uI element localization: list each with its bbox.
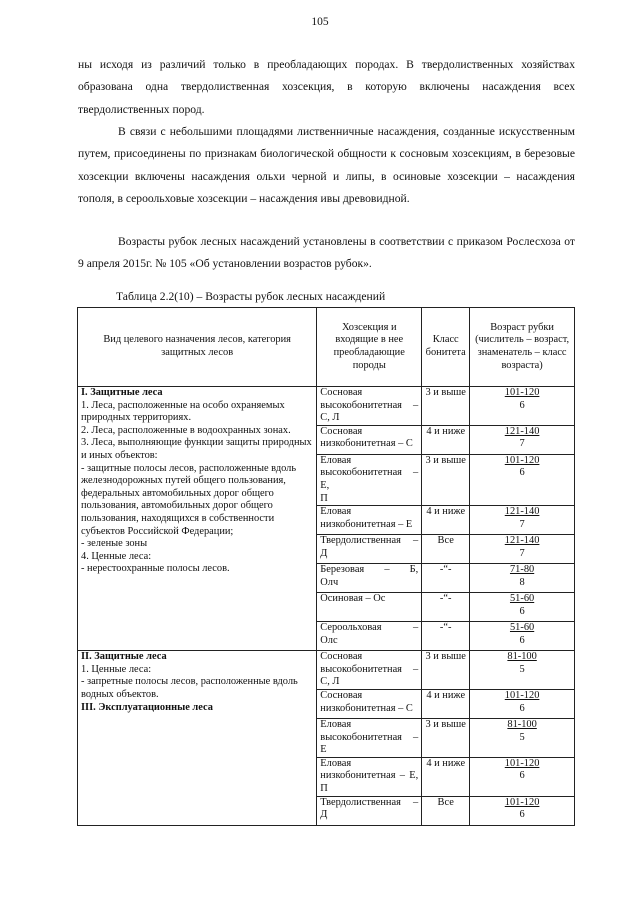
class-cell: Все: [422, 796, 470, 825]
class-cell: 3 и выше: [422, 454, 470, 505]
section-text: Сосновая высокобонитетная –: [320, 387, 419, 411]
class-cell: 3 и выше: [422, 718, 470, 757]
table-header-row: [78, 308, 575, 387]
section-cell: [317, 564, 422, 593]
purpose-line: 2. Леса, расположенные в водоохранных зонах.: [81, 424, 291, 436]
section-text-cont: П: [320, 492, 328, 504]
age-fraction: [510, 622, 534, 647]
age-cell: [470, 689, 575, 718]
age-class: 6: [519, 634, 525, 646]
age-cell: [470, 796, 575, 825]
age-years: 121-140: [504, 425, 540, 437]
section-cell: [317, 454, 422, 505]
section-text: Сосновая низкобонитетная – С: [320, 425, 413, 450]
section-text: Сосновая высокобонитетная –: [320, 651, 419, 675]
purpose-line: - зеленые зоны: [81, 538, 148, 550]
header-purpose: Вид целевого назначения лесов, категория защитных лесов: [78, 308, 317, 387]
purpose-line: 4. Ценные леса:: [81, 550, 152, 562]
age-cell: [470, 718, 575, 757]
age-cell: [470, 593, 575, 622]
section-cell: [317, 425, 422, 454]
purpose-line: - защитные полосы лесов, расположенные вдоль железнодорожных путей общего пользования, федеральных автомобильных дорог общего пользования, автомобильных дорог общего пользования, находящихся в собственности субъектов Российской Федерации;: [81, 462, 297, 537]
age-fraction: [505, 758, 540, 783]
header-section: Хозсекция и входящие в нее преобладающие породы: [317, 308, 422, 387]
section-text: Березовая – Б,: [320, 564, 419, 576]
age-class: 7: [519, 438, 525, 450]
age-class: 6: [519, 605, 525, 617]
age-fraction: [505, 535, 540, 560]
section-cell: [317, 718, 422, 757]
age-years: 101-120: [504, 689, 540, 701]
age-cell: [470, 622, 575, 651]
age-class: 6: [519, 809, 525, 821]
section-text: Твердолиственная – Д: [320, 535, 419, 559]
age-fraction: [505, 690, 540, 715]
age-cell: [470, 535, 575, 564]
age-cell: [470, 425, 575, 454]
section-cell: [317, 535, 422, 564]
table-caption: Таблица 2.2(10) – Возрасты рубок лесных насаждений: [116, 290, 386, 303]
age-class: 5: [519, 663, 525, 675]
class-cell: -“-: [422, 564, 470, 593]
section-text: Твердолиственная – Д: [320, 796, 419, 821]
age-fraction: [510, 564, 534, 589]
section-text: Еловая высокобонитетная – Е: [320, 718, 419, 756]
section-text: Сосновая низкобонитетная – С: [320, 689, 413, 714]
section-cell: [317, 651, 422, 690]
age-class: 6: [519, 467, 525, 479]
section-text-cont: Олч: [320, 576, 339, 588]
paragraph-1: ны исходя из различий только в преобладающих породах. В твердолиственных хозяйствах образована одна твердолиственная хозсекция, в которую включены насаждения всех твердолиственных пород.: [78, 58, 575, 116]
group-1: [78, 387, 575, 651]
class-cell: 4 и ниже: [422, 425, 470, 454]
header-age: Возраст рубки (числитель – возраст, знаменатель – класс возраста): [470, 308, 575, 387]
purpose-line: 1. Ценные леса:: [81, 663, 152, 675]
cutting-age-table: [77, 307, 575, 826]
age-years: 121-140: [504, 506, 540, 518]
class-cell: -“-: [422, 593, 470, 622]
age-cell: [470, 651, 575, 690]
purpose-cell: [78, 387, 317, 651]
age-class: 6: [519, 399, 525, 411]
age-class: 5: [519, 731, 525, 743]
section-text: Еловая высокобонитетная – Е,: [320, 454, 419, 491]
purpose-cell: [78, 651, 317, 825]
age-class: 7: [519, 547, 525, 559]
class-cell: 4 и ниже: [422, 506, 470, 535]
age-years: 121-140: [504, 535, 540, 547]
purpose-line: II. Защитные леса: [81, 651, 167, 663]
age-years: 101-120: [504, 796, 540, 808]
age-fraction: [507, 719, 536, 744]
section-cell: [317, 387, 422, 426]
age-fraction: [505, 426, 540, 451]
purpose-line: - запретные полосы лесов, расположенные вдоль водных объектов.: [81, 676, 298, 700]
age-cell: [470, 564, 575, 593]
section-cell: [317, 689, 422, 718]
paragraph-3: Возрасты рубок лесных насаждений установлены в соответствии с приказом Рослесхоза от 9 апреля 2015г. № 105 «Об установлении возрастов рубок».: [78, 235, 575, 271]
age-fraction: [505, 455, 540, 480]
section-text: Сероольховая –: [320, 622, 419, 634]
age-fraction: [505, 797, 540, 822]
section-text-cont: С, Л: [320, 412, 340, 424]
class-cell: -“-: [422, 622, 470, 651]
age-cell: [470, 454, 575, 505]
age-class: 6: [519, 770, 525, 782]
age-class: 6: [519, 702, 525, 714]
section-cell: [317, 622, 422, 651]
class-cell: 4 и ниже: [422, 757, 470, 796]
age-years: 81-100: [507, 718, 537, 730]
age-cell: [470, 387, 575, 426]
section-text: Осиновая – Ос: [320, 593, 386, 605]
header-class: Класс бонитета: [422, 308, 470, 387]
paragraph-2: В связи с небольшими площадями лиственничные насаждения, созданные искусственным путем, присоединены по признакам биологической общности к сосновым хозсекциям, в березовые хозсекции включены насаждения ольхи черной и липы, в осиновые хозсекции – насаждения тополя, в сероольховые хозсекции – насаждения ивы древовидной.: [78, 125, 575, 206]
section-text-cont: С, Л: [320, 676, 340, 688]
age-cell: [470, 757, 575, 796]
age-cell: [470, 506, 575, 535]
class-cell: Все: [422, 535, 470, 564]
age-years: 81-100: [507, 651, 537, 663]
class-cell: 4 и ниже: [422, 689, 470, 718]
age-fraction: [505, 387, 540, 412]
table-row: [78, 651, 575, 690]
age-years: 101-120: [504, 757, 540, 769]
age-fraction: [507, 651, 536, 676]
section-cell: [317, 506, 422, 535]
purpose-line: III. Эксплуатационные леса: [81, 701, 213, 713]
age-class: 8: [519, 576, 525, 588]
section-text-cont: Олс: [320, 634, 338, 646]
page-number: 105: [311, 16, 329, 28]
age-years: 51-60: [509, 593, 535, 605]
section-cell: [317, 593, 422, 622]
group-2: [78, 651, 575, 825]
section-text: Еловая низкобонитетная – Е: [320, 506, 413, 530]
table-row: [78, 387, 575, 426]
age-years: 51-60: [509, 622, 535, 634]
section-text: Еловая низкобонитетная – Е, П: [320, 757, 419, 794]
age-fraction: [505, 506, 540, 531]
class-cell: 3 и выше: [422, 651, 470, 690]
section-cell: [317, 796, 422, 825]
age-class: 7: [519, 518, 525, 530]
age-fraction: [510, 593, 534, 618]
purpose-line: 1. Леса, расположенные на особо охраняемых природных территориях.: [81, 399, 285, 424]
purpose-line: I. Защитные леса: [81, 387, 163, 398]
purpose-line: 3. Леса, выполняющие функции защиты природных и иных объектов:: [81, 437, 312, 461]
purpose-line: - нерестоохранные полосы лесов.: [81, 563, 230, 575]
age-years: 101-120: [504, 387, 540, 398]
section-cell: [317, 757, 422, 796]
age-years: 71-80: [509, 564, 535, 576]
class-cell: 3 и выше: [422, 387, 470, 426]
age-years: 101-120: [504, 454, 540, 466]
